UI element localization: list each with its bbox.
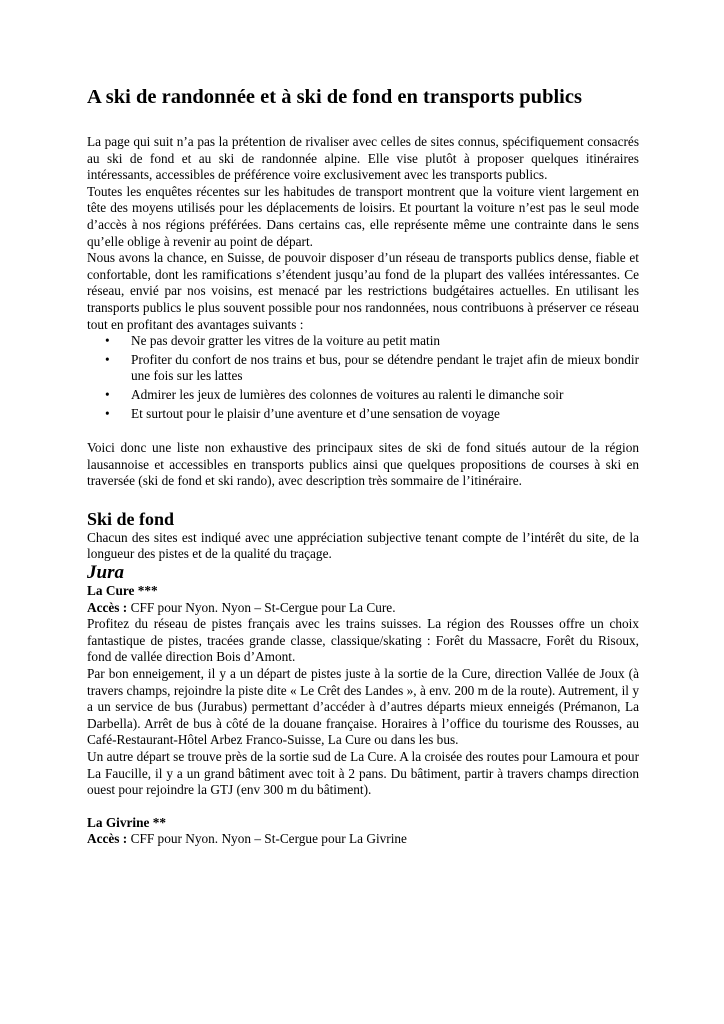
la-cure-paragraph-3: Un autre départ se trouve près de la sortie sud de La Cure. A la croisée des routes pour Lamoura et pour La Faucille, il y a un grand bâtiment avec toit à 2 pans. Du bâtiment, partir à travers champs direction ouest pour rejoindre la GTJ (env 300 m du bâtiment). (87, 749, 639, 798)
intro-paragraph-4: Voici donc une liste non exhaustive des principaux sites de ski de fond situés autour de la région lausannoise et accessibles en transports publics ainsi que quelques propositions de courses à ski en traversée (ski de fond et ski rando), avec description très sommaire de l’itinéraire. (87, 440, 639, 489)
site-heading-la-givrine: La Givrine ** (87, 814, 167, 830)
site-heading-la-cure: La Cure *** (87, 583, 158, 599)
intro-paragraph-1: La page qui suit n’a pas la prétention de rivaliser avec celles de sites connus, spécifiquement consacrés au ski de fond et au ski de randonnée alpine. Elle vise plutôt à proposer quelques itinéraires intéressants, accessibles de préférence voire exclusivement avec les transports publics. (87, 134, 639, 183)
site-access-la-givrine: Accès : CFF pour Nyon. Nyon – St-Cergue pour La Givrine (87, 831, 407, 847)
list-item: • Profiter du confort de nos trains et bus, pour se détendre pendant le trajet afin de mieux bondir une fois sur les lattes (105, 351, 639, 384)
spacer (87, 424, 639, 440)
document-body (87, 134, 639, 848)
site-access-la-cure: Accès : CFF pour Nyon. Nyon – St-Cergue pour La Cure. (87, 599, 396, 615)
bullet-icon: • (105, 351, 110, 367)
section-intro: Chacun des sites est indiqué avec une appréciation subjective tenant compte de l’intérêt du site, de la longueur des pistes et de la qualité du traçage. (87, 529, 639, 562)
section-heading-ski-de-fond: Ski de fond (87, 508, 175, 529)
bullet-icon: • (105, 405, 110, 421)
bullet-icon: • (105, 386, 110, 402)
spacer (87, 490, 639, 508)
list-item: • Ne pas devoir gratter les vitres de la voiture au petit matin (105, 333, 441, 349)
list-item: • Et surtout pour le plaisir d’une aventure et d’une sensation de voyage (105, 405, 500, 421)
bullet-icon: • (105, 333, 110, 349)
page-title: A ski de randonnée et à ski de fond en transports publics (87, 86, 582, 108)
region-heading-jura: Jura (87, 562, 124, 584)
la-cure-paragraph-1: Profitez du réseau de pistes français avec les trains suisses. La région des Rousses offre un choix fantastique de pistes, tracées grande classe, classique/skating : Forêt du Massacre, Forêt du Risoux, fond de vallée direction Bois d’Amont. (87, 616, 639, 665)
access-label: Accès : (87, 599, 128, 615)
list-item: • Admirer les jeux de lumières des colonnes de voitures au ralenti le dimanche soir (105, 386, 564, 402)
spacer (87, 799, 639, 815)
la-cure-paragraph-2: Par bon enneigement, il y a un départ de pistes juste à la sortie de la Cure, direction Vallée de Joux (à travers champs, rejoindre la piste dite « Le Crêt des Landes », à env. 200 m de la route). Autrement, il y a un service de bus (Jurabus) permettant d’accéder à d’autres départs mieux enneigés (Prémanon, La Darbella). Arrêt de bus à côté de la douane française. Horaires à l’office du tourisme des Rousses, au Café-Restaurant-Hôtel Arbez Franco-Suisse, La Cure ou dans les bus. (87, 666, 639, 748)
access-label: Accès : (87, 831, 128, 847)
advantages-list (87, 333, 639, 422)
intro-paragraph-2: Toutes les enquêtes récentes sur les habitudes de transport montrent que la voiture vient largement en tête des moyens utilisés pour les déplacements de loisirs. Et pourtant la voiture n’est pas le seul mode d’accès à nos régions préférées. Dans certains cas, elle représente même une contrainte dans le sens qu’elle oblige à revenir au point de départ. (87, 183, 639, 249)
intro-paragraph-3: Nous avons la chance, en Suisse, de pouvoir disposer d’un réseau de transports publics dense, fiable et confortable, dont les ramifications s’étendent jusqu’au fond de la plupart des vallées intéressantes. Ce réseau, envié par nos voisins, est menacé par les restrictions budgétaires actuelles. En utilisant les transports publics le plus souvent possible pour nos randonnées, nous contribuons à préserver ce réseau tout en profitant des avantages suivants : (87, 250, 639, 332)
